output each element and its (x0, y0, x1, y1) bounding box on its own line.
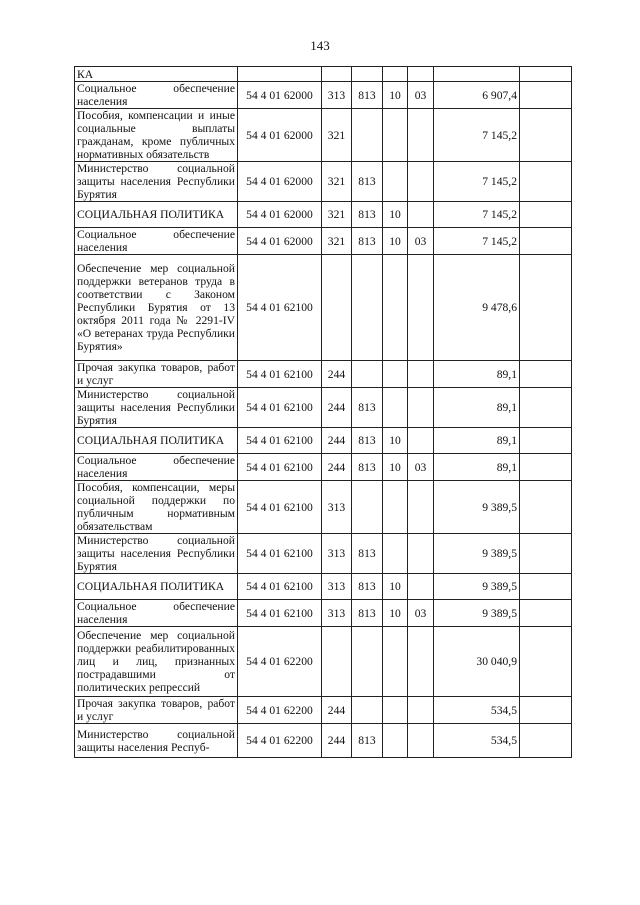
amount-cell: 9 478,6 (434, 255, 520, 361)
empty-cell (520, 255, 572, 361)
table-row (75, 255, 572, 361)
target-article-cell: 54 4 01 62100 (238, 428, 322, 454)
ministry-code-cell: 813 (352, 428, 383, 454)
ministry-code-cell: 813 (352, 202, 383, 228)
empty-cell (520, 109, 572, 162)
subsection-cell (408, 481, 434, 534)
section-cell: 10 (383, 82, 408, 109)
amount-cell: 9 389,5 (434, 481, 520, 534)
ministry-code-cell: 813 (352, 228, 383, 255)
amount-cell (434, 67, 520, 82)
empty-cell (520, 428, 572, 454)
table-row (75, 67, 572, 82)
table-row (75, 600, 572, 627)
section-cell: 10 (383, 202, 408, 228)
expense-type-cell (322, 627, 352, 697)
subsection-cell (408, 388, 434, 428)
expense-type-cell: 321 (322, 162, 352, 202)
empty-cell (520, 534, 572, 574)
table-row (75, 428, 572, 454)
amount-cell: 89,1 (434, 361, 520, 388)
section-cell (383, 724, 408, 758)
empty-cell (520, 361, 572, 388)
row-name-cell: Социальное обеспечение населения (75, 82, 238, 109)
target-article-cell: 54 4 01 62100 (238, 481, 322, 534)
ministry-code-cell (352, 697, 383, 724)
ministry-code-cell (352, 67, 383, 82)
table-row (75, 724, 572, 758)
expense-type-cell (322, 255, 352, 361)
row-name-cell: СОЦИАЛЬНАЯ ПОЛИТИКА (75, 574, 238, 600)
expense-type-cell: 321 (322, 228, 352, 255)
table-row (75, 454, 572, 481)
section-cell (383, 255, 408, 361)
row-name-cell: СОЦИАЛЬНАЯ ПОЛИТИКА (75, 428, 238, 454)
target-article-cell (238, 67, 322, 82)
amount-cell: 89,1 (434, 428, 520, 454)
subsection-cell: 03 (408, 228, 434, 255)
amount-cell: 89,1 (434, 454, 520, 481)
table-row (75, 481, 572, 534)
empty-cell (520, 627, 572, 697)
table-row (75, 109, 572, 162)
subsection-cell (408, 67, 434, 82)
ministry-code-cell: 813 (352, 724, 383, 758)
target-article-cell: 54 4 01 62000 (238, 228, 322, 255)
subsection-cell (408, 109, 434, 162)
ministry-code-cell: 813 (352, 82, 383, 109)
expense-type-cell: 244 (322, 388, 352, 428)
expense-type-cell: 313 (322, 574, 352, 600)
expense-type-cell (322, 67, 352, 82)
empty-cell (520, 228, 572, 255)
section-cell (383, 361, 408, 388)
empty-cell (520, 724, 572, 758)
row-name-cell: Министерство социальной защиты населения Респуб- (75, 724, 238, 758)
ministry-code-cell (352, 361, 383, 388)
section-cell (383, 481, 408, 534)
target-article-cell: 54 4 01 62000 (238, 109, 322, 162)
amount-cell: 534,5 (434, 724, 520, 758)
ministry-code-cell (352, 109, 383, 162)
section-cell (383, 67, 408, 82)
empty-cell (520, 202, 572, 228)
table-row (75, 627, 572, 697)
ministry-code-cell (352, 627, 383, 697)
subsection-cell (408, 361, 434, 388)
amount-cell: 9 389,5 (434, 600, 520, 627)
expense-type-cell: 313 (322, 481, 352, 534)
ministry-code-cell: 813 (352, 600, 383, 627)
ministry-code-cell: 813 (352, 162, 383, 202)
row-name-cell: Социальное обеспечение населения (75, 600, 238, 627)
budget-table (74, 66, 572, 758)
amount-cell: 9 389,5 (434, 534, 520, 574)
table-row (75, 202, 572, 228)
row-name-cell: Прочая закупка товаров, работ и услуг (75, 697, 238, 724)
expense-type-cell: 244 (322, 724, 352, 758)
section-cell (383, 388, 408, 428)
target-article-cell: 54 4 01 62100 (238, 361, 322, 388)
amount-cell: 7 145,2 (434, 228, 520, 255)
section-cell: 10 (383, 600, 408, 627)
ministry-code-cell (352, 255, 383, 361)
ministry-code-cell: 813 (352, 454, 383, 481)
row-name-cell: Министерство социальной защиты населения Республики Бурятия (75, 388, 238, 428)
subsection-cell (408, 627, 434, 697)
empty-cell (520, 481, 572, 534)
target-article-cell: 54 4 01 62000 (238, 202, 322, 228)
empty-cell (520, 67, 572, 82)
subsection-cell (408, 697, 434, 724)
expense-type-cell: 313 (322, 600, 352, 627)
empty-cell (520, 162, 572, 202)
amount-cell: 9 389,5 (434, 574, 520, 600)
target-article-cell: 54 4 01 62000 (238, 82, 322, 109)
table-row (75, 82, 572, 109)
target-article-cell: 54 4 01 62100 (238, 574, 322, 600)
target-article-cell: 54 4 01 62200 (238, 724, 322, 758)
subsection-cell: 03 (408, 600, 434, 627)
expense-type-cell: 244 (322, 361, 352, 388)
section-cell: 10 (383, 454, 408, 481)
ministry-code-cell (352, 481, 383, 534)
amount-cell: 534,5 (434, 697, 520, 724)
target-article-cell: 54 4 01 62000 (238, 162, 322, 202)
section-cell (383, 627, 408, 697)
expense-type-cell: 321 (322, 202, 352, 228)
row-name-cell: Министерство социальной защиты населения Республики Бурятия (75, 534, 238, 574)
section-cell (383, 162, 408, 202)
subsection-cell: 03 (408, 454, 434, 481)
empty-cell (520, 388, 572, 428)
row-name-cell: Пособия, компенсации и иные социальные выплаты гражданам, кроме публичных нормативных обязательств (75, 109, 238, 162)
expense-type-cell: 321 (322, 109, 352, 162)
subsection-cell: 03 (408, 82, 434, 109)
empty-cell (520, 574, 572, 600)
row-name-cell: Министерство социальной защиты населения Республики Бурятия (75, 162, 238, 202)
table-row (75, 162, 572, 202)
ministry-code-cell: 813 (352, 534, 383, 574)
expense-type-cell: 313 (322, 534, 352, 574)
row-name-cell: Социальное обеспечение населения (75, 228, 238, 255)
target-article-cell: 54 4 01 62100 (238, 454, 322, 481)
section-cell (383, 109, 408, 162)
target-article-cell: 54 4 01 62200 (238, 697, 322, 724)
page-number: 143 (310, 38, 330, 53)
row-name-cell: Пособия, компенсации, меры социальной поддержки по публичным нормативным обязательствам (75, 481, 238, 534)
amount-cell: 30 040,9 (434, 627, 520, 697)
subsection-cell (408, 202, 434, 228)
amount-cell: 7 145,2 (434, 109, 520, 162)
expense-type-cell: 244 (322, 697, 352, 724)
row-name-cell: Обеспечение мер социальной поддержки ветеранов труда в соответствии с Законом Республики Бурятия от 13 октября 2011 года № 2291-IV «О ветеранах труда Республики Бурятия» (75, 255, 238, 361)
expense-type-cell: 244 (322, 454, 352, 481)
empty-cell (520, 600, 572, 627)
table-row (75, 697, 572, 724)
section-cell: 10 (383, 574, 408, 600)
subsection-cell (408, 534, 434, 574)
subsection-cell (408, 428, 434, 454)
table-row (75, 534, 572, 574)
ministry-code-cell: 813 (352, 574, 383, 600)
row-name-cell: Социальное обеспечение населения (75, 454, 238, 481)
section-cell: 10 (383, 428, 408, 454)
table-row (75, 574, 572, 600)
subsection-cell (408, 574, 434, 600)
table-row (75, 361, 572, 388)
table-row (75, 228, 572, 255)
expense-type-cell: 313 (322, 82, 352, 109)
row-name-cell: Прочая закупка товаров, работ и услуг (75, 361, 238, 388)
row-name-cell: Обеспечение мер социальной поддержки реабилитированных лиц и лиц, признанных пострадавшими от политических репрессий (75, 627, 238, 697)
empty-cell (520, 82, 572, 109)
section-cell (383, 697, 408, 724)
table-row (75, 388, 572, 428)
target-article-cell: 54 4 01 62100 (238, 534, 322, 574)
target-article-cell: 54 4 01 62100 (238, 255, 322, 361)
section-cell (383, 534, 408, 574)
expense-type-cell: 244 (322, 428, 352, 454)
target-article-cell: 54 4 01 62100 (238, 388, 322, 428)
subsection-cell (408, 255, 434, 361)
amount-cell: 7 145,2 (434, 162, 520, 202)
target-article-cell: 54 4 01 62100 (238, 600, 322, 627)
row-name-cell: КА (75, 67, 238, 82)
section-cell: 10 (383, 228, 408, 255)
target-article-cell: 54 4 01 62200 (238, 627, 322, 697)
subsection-cell (408, 724, 434, 758)
ministry-code-cell: 813 (352, 388, 383, 428)
empty-cell (520, 697, 572, 724)
amount-cell: 7 145,2 (434, 202, 520, 228)
row-name-cell: СОЦИАЛЬНАЯ ПОЛИТИКА (75, 202, 238, 228)
subsection-cell (408, 162, 434, 202)
amount-cell: 89,1 (434, 388, 520, 428)
amount-cell: 6 907,4 (434, 82, 520, 109)
empty-cell (520, 454, 572, 481)
